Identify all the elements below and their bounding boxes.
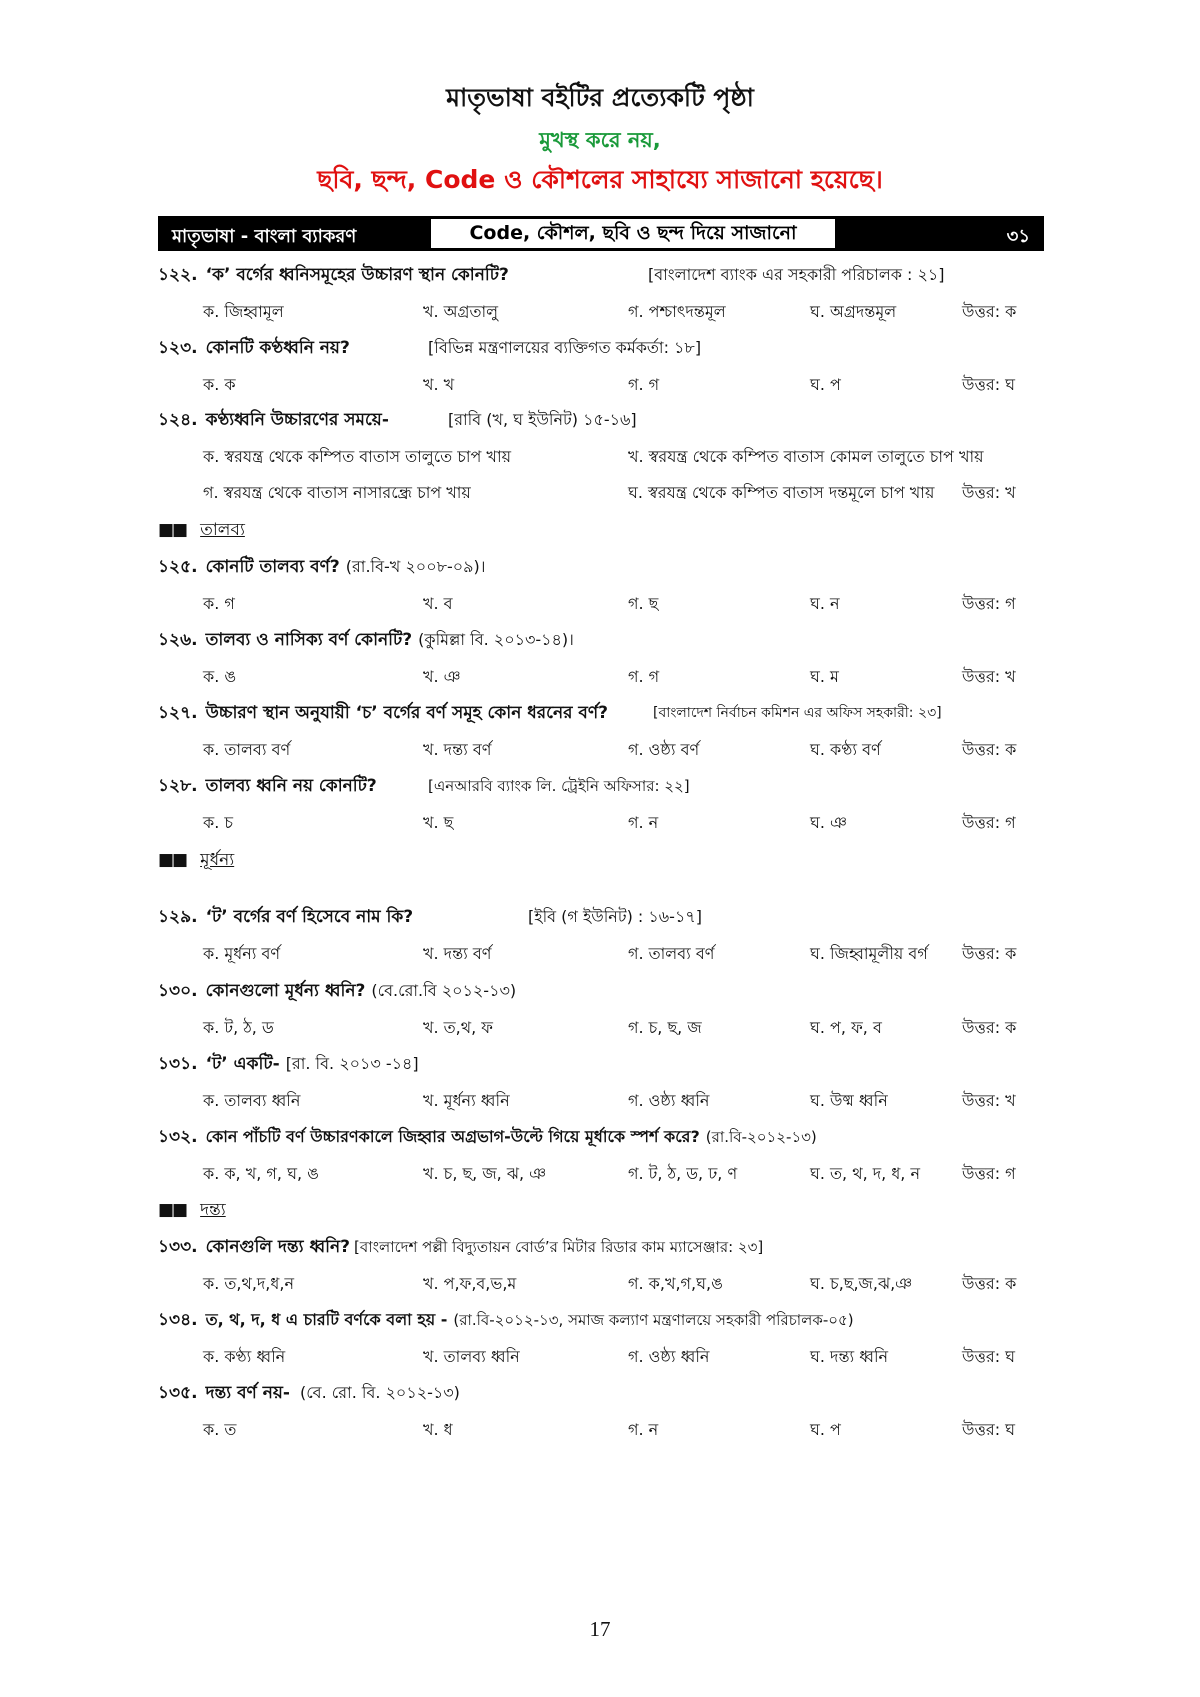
section-marker: ■■	[158, 1200, 187, 1220]
option-a: ক. ক, খ, গ, ঘ, ঙ	[203, 1164, 319, 1183]
answer: উত্তর: ক	[962, 944, 1017, 963]
question-source: [বাংলাদেশ পল্লী বিদ্যুতায়ন বোর্ড’র মিটার রিডার কাম ম্যাসেঞ্জার: ২৩]	[354, 1238, 764, 1256]
option-a: ক. ত	[203, 1420, 237, 1439]
section-heading	[158, 515, 245, 545]
answer: উত্তর: ঘ	[962, 1420, 1016, 1439]
question-text: কোনগুলি দন্ত্য ধ্বনি?	[205, 1237, 351, 1257]
option-b: খ. চ, ছ, জ, ঝ, ঞ	[423, 1164, 547, 1183]
option-c: গ. গ	[628, 667, 660, 686]
option-d: ঘ. উষ্ম ধ্বনি	[810, 1091, 888, 1110]
question-source: [বিভিন্ন মন্ত্রণালয়ের ব্যক্তিগত কর্মকর্তা: ১৮]	[428, 338, 702, 357]
question-source: [বাংলাদেশ নির্বাচন কমিশন এর অফিস সহকারী: ২৩]	[653, 705, 942, 721]
question-number: ১৩২.	[158, 1127, 198, 1147]
option-a: ক. তালব্য বর্ণ	[203, 740, 291, 759]
option-c: গ. ছ	[628, 594, 659, 613]
question-text: ‘ট’ একটি-	[205, 1054, 280, 1074]
option-a: ক. মূর্ধন্য বর্ণ	[203, 944, 281, 963]
section-label: মূর্ধন্য	[200, 850, 235, 870]
answer: উত্তর: খ	[962, 483, 1016, 502]
question-number: ১২৫.	[158, 557, 198, 577]
question-source: (বে. রো. বি. ২০১২-১৩)	[299, 1383, 460, 1402]
question	[158, 1232, 1048, 1262]
section-bar-title: মাতৃভাষা - বাংলা ব্যাকরণ	[172, 226, 357, 247]
answer: উত্তর: ঘ	[962, 375, 1016, 394]
question-number: ১২৭.	[158, 703, 198, 723]
section-heading	[158, 1195, 226, 1225]
section-label: দন্ত্য	[200, 1200, 226, 1220]
option-c: গ. ন	[628, 813, 659, 832]
question	[158, 1305, 1048, 1335]
question-source: (রা.বি-২০১২-১৩, সমাজ কল্যাণ মন্ত্রণালয়ে সহকারী পরিচালক-০৫)	[453, 1311, 854, 1329]
section-marker: ■■	[158, 850, 187, 870]
option-c: গ. গ	[628, 375, 660, 394]
option-d: ঘ. দন্ত্য ধ্বনি	[810, 1347, 889, 1366]
option-d: ঘ. প	[810, 375, 841, 394]
option-d: ঘ. ন	[810, 594, 840, 613]
answer: উত্তর: খ	[962, 1091, 1016, 1110]
option-a: ক. ত,থ,দ,ধ,ন	[203, 1274, 294, 1293]
option-a: ক. জিহ্বামূল	[203, 302, 284, 321]
option-c: গ. ওষ্ঠ্য বর্ণ	[628, 740, 700, 759]
question-source: (রা.বি-২০১২-১৩)	[705, 1128, 817, 1146]
question-number: ১২৬.	[158, 630, 198, 650]
section-bar-caption: Code, কৌশল, ছবি ও ছন্দ দিয়ে সাজানো	[430, 218, 836, 249]
option-d: ঘ. ম	[810, 667, 839, 686]
option-c: গ. চ, ছ, জ	[628, 1018, 702, 1037]
answer: উত্তর: গ	[962, 1164, 1016, 1183]
question-source: [রা. বি. ২০১৩ -১৪]	[285, 1054, 419, 1073]
option-d: ঘ. প	[810, 1420, 841, 1439]
answer: উত্তর: ক	[962, 740, 1017, 759]
question-text: কোনটি তালব্য বর্ণ?	[205, 557, 340, 577]
option-d: ঘ. ঞ	[810, 813, 847, 832]
answer: উত্তর: ক	[962, 302, 1017, 321]
question	[158, 698, 1048, 728]
question-number: ১২৪.	[158, 410, 198, 430]
section-marker: ■■	[158, 520, 187, 540]
question-source: [এনআরবি ব্যাংক লি. ট্রেইনি অফিসার: ২২]	[428, 777, 690, 795]
option-d: ঘ. জিহ্বামূলীয় বর্গ	[810, 944, 928, 963]
option-d: ঘ. অগ্রদন্তমূল	[810, 302, 897, 321]
option-b: খ. ব	[423, 594, 453, 613]
question	[158, 1122, 1048, 1152]
question-text: ‘ট’ বর্গের বর্ণ হিসেবে নাম কি?	[205, 907, 414, 927]
page-heading: মাতৃভাষা বইটির প্রত্যেকটি পৃষ্ঠা	[446, 83, 754, 112]
option-d: ঘ. প, ফ, ব	[810, 1018, 882, 1037]
question-text: কোন পাঁচটি বর্ণ উচ্চারণকালে জিহ্বার অগ্রভাগ-উল্টে গিয়ে মূর্ধাকে স্পর্শ করে?	[205, 1127, 700, 1146]
section-label: তালব্য	[200, 520, 245, 540]
question	[158, 976, 1048, 1006]
option-a: ক. স্বরযন্ত্র থেকে কম্পিত বাতাস তালুতে চাপ খায়	[203, 447, 512, 466]
question-text: তালব্য ধ্বনি নয় কোনটি?	[205, 776, 377, 796]
question-number: ১৩৩.	[158, 1237, 198, 1257]
section-bar	[158, 216, 1044, 251]
question	[158, 1378, 1048, 1408]
question-text: ‘ক’ বর্গের ধ্বনিসমূহের উচ্চারণ স্থান কোনটি?	[205, 265, 509, 285]
option-b: খ. ত,থ, ফ	[423, 1018, 493, 1037]
question-text: কোনটি কণ্ঠধ্বনি নয়?	[205, 338, 350, 358]
question-number: ১২৯.	[158, 907, 198, 927]
option-b: খ. প,ফ,ব,ভ,ম	[423, 1274, 517, 1293]
question	[158, 902, 1048, 932]
question-number: ১৩৫.	[158, 1383, 198, 1403]
option-b: খ. দন্ত্য বর্ণ	[423, 740, 492, 759]
question-source: (কুমিল্লা বি. ২০১৩-১৪)।	[418, 630, 574, 649]
option-b: খ. ধ	[423, 1420, 453, 1439]
option-a: ক. ক	[203, 375, 236, 394]
answer: উত্তর: গ	[962, 594, 1016, 613]
question-source: [ইবি (গ ইউনিট) : ১৬-১৭]	[528, 907, 702, 926]
section-bar-page: ৩১	[1006, 226, 1030, 247]
question-number: ১৩১.	[158, 1054, 198, 1074]
option-c: গ. ট, ঠ, ড, ঢ, ণ	[628, 1164, 738, 1183]
page-subheading: মুখস্থ করে নয়,	[539, 128, 661, 152]
question-text: দন্ত্য বর্ণ নয়-	[205, 1383, 290, 1403]
option-b: খ. ঞ	[423, 667, 461, 686]
question-source: (রা.বি-খ ২০০৮-০৯)।	[345, 557, 486, 576]
option-c: গ. ন	[628, 1420, 659, 1439]
option-a: ক. ঙ	[203, 667, 237, 686]
answer: উত্তর: ক	[962, 1274, 1017, 1293]
question	[158, 771, 1048, 801]
question	[158, 260, 1048, 290]
question-source: [বাংলাদেশ ব্যাংক এর সহকারী পরিচালক : ২১]	[648, 265, 945, 284]
question-source: [রাবি (খ, ঘ ইউনিট) ১৫-১৬]	[448, 410, 637, 429]
option-b: খ. ছ	[423, 813, 454, 832]
question-source: (বে.রো.বি ২০১২-১৩)	[371, 981, 517, 1000]
option-b: খ. অগ্রতালু	[423, 302, 499, 321]
answer: উত্তর: ক	[962, 1018, 1017, 1037]
page-tagline: ছবি, ছন্দ, Code ও কৌশলের সাহায্যে সাজানো হয়েছে।	[317, 165, 883, 194]
answer: উত্তর: ঘ	[962, 1347, 1016, 1366]
option-c: গ. ক,খ,গ,ঘ,ঙ	[628, 1274, 723, 1293]
option-a: ক. গ	[203, 594, 235, 613]
question-text: উচ্চারণ স্থান অনুযায়ী ‘চ’ বর্গের বর্ণ সমূহ কোন ধরনের বর্ণ?	[205, 703, 609, 723]
section-heading	[158, 845, 234, 875]
option-c: গ. পশ্চাৎদন্তমূল	[628, 302, 726, 321]
option-a: ক. কণ্ঠ্য ধ্বনি	[203, 1347, 286, 1366]
option-a: ক. তালব্য ধ্বনি	[203, 1091, 301, 1110]
question	[158, 1049, 1048, 1079]
option-c: গ. স্বরযন্ত্র থেকে বাতাস নাসারন্ধ্রে চাপ খায়	[203, 483, 471, 502]
question-number: ১৩৪.	[158, 1310, 198, 1330]
option-a: ক. চ	[203, 813, 234, 832]
option-d: ঘ. চ,ছ,জ,ঝ,ঞ	[810, 1274, 913, 1293]
option-b: খ. দন্ত্য বর্ণ	[423, 944, 492, 963]
question	[158, 625, 1048, 655]
question-number: ১৩০.	[158, 981, 198, 1001]
question-number: ১২৩.	[158, 338, 198, 358]
question-text: কোনগুলো মূর্ধন্য ধ্বনি?	[205, 981, 366, 1001]
option-d: ঘ. স্বরযন্ত্র থেকে কম্পিত বাতাস দন্তমূলে চাপ খায়	[628, 483, 935, 502]
question-number: ১২৮.	[158, 776, 198, 796]
question	[158, 405, 1048, 435]
question	[158, 333, 1048, 363]
question-text: তালব্য ও নাসিক্য বর্ণ কোনটি?	[205, 630, 413, 650]
question-text: কণ্ঠ্যধ্বনি উচ্চারণের সময়ে-	[205, 410, 389, 430]
option-d: ঘ. কণ্ঠ্য বর্ণ	[810, 740, 881, 759]
answer: উত্তর: খ	[962, 667, 1016, 686]
answer: উত্তর: গ	[962, 813, 1016, 832]
option-b: খ. তালব্য ধ্বনি	[423, 1347, 520, 1366]
option-c: গ. ওষ্ঠ্য ধ্বনি	[628, 1347, 710, 1366]
page-number: 17	[589, 1617, 611, 1641]
option-b: খ. খ	[423, 375, 455, 394]
option-d: ঘ. ত, থ, দ, ধ, ন	[810, 1164, 921, 1183]
question-number: ১২২.	[158, 265, 198, 285]
question	[158, 552, 1048, 582]
option-a: ক. ট, ঠ, ড	[203, 1018, 274, 1037]
option-b: খ. স্বরযন্ত্র থেকে কম্পিত বাতাস কোমল তালুতে চাপ খায়	[628, 447, 984, 466]
question-text: ত, থ, দ, ধ এ চারটি বর্ণকে বলা হয় -	[205, 1310, 448, 1329]
option-c: গ. ওষ্ঠ্য ধ্বনি	[628, 1091, 710, 1110]
option-c: গ. তালব্য বর্ণ	[628, 944, 715, 963]
option-b: খ. মূর্ধন্য ধ্বনি	[423, 1091, 510, 1110]
